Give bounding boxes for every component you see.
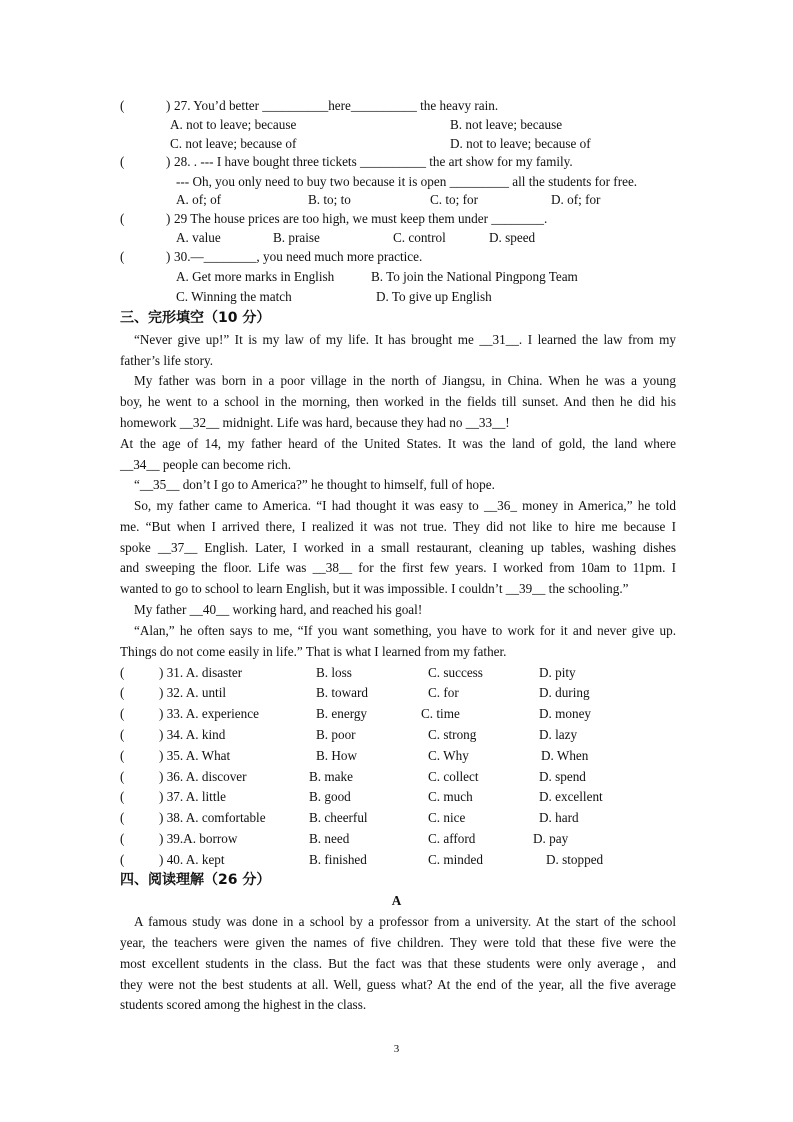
option-a: ) 37. A. little (159, 789, 227, 804)
passage-line: At the age of 14, my father heard of the United States. It was the land of gold, the land where (120, 436, 676, 451)
option-d: D. excellent (539, 789, 603, 804)
option-c: C. nice (428, 810, 466, 825)
option-c: C. much (428, 789, 473, 804)
option-d: D. of; for (551, 192, 601, 207)
option-b: B. toward (316, 685, 369, 700)
option-b: B. good (309, 789, 351, 804)
section-heading-reading: 四、阅读理解（26 分） (120, 872, 271, 888)
option-d: D. hard (539, 810, 579, 825)
answer-paren-open: ( (120, 727, 125, 742)
option-c: C. strong (428, 727, 477, 742)
option-c: C. for (428, 685, 459, 700)
option-b: B. praise (273, 230, 320, 245)
option-d: D. during (539, 685, 590, 700)
option-d: D. spend (539, 769, 586, 784)
option-a: ) 31. A. disaster (159, 665, 243, 680)
answer-paren-open: ( (120, 831, 125, 846)
option-a: ) 36. A. discover (159, 769, 247, 784)
option-c: C. Why (428, 748, 469, 763)
option-d: D. pity (539, 665, 576, 680)
passage-line: spoke __37__ English. Later, I worked in a small restaurant, cleaning up tables, washing dishes (120, 540, 676, 555)
section-heading-cloze: 三、完形填空（10 分） (120, 310, 271, 326)
option-b: B. cheerful (309, 810, 368, 825)
option-a: A. value (176, 230, 221, 245)
option-d: D. To give up English (376, 289, 492, 304)
question-stem: 29 The house prices are too high, we must keep them under ________. (174, 211, 548, 226)
option-a: ) 38. A. comfortable (159, 810, 266, 825)
option-c: C. to; for (430, 192, 478, 207)
passage-line: Things do not come easily in life.” That is what I learned from my father. (120, 644, 507, 659)
answer-paren-open: ( (120, 789, 125, 804)
question-stem: 28. . --- I have bought three tickets __________ the art show for my family. (174, 154, 573, 169)
option-c: C. minded (428, 852, 483, 867)
option-a: ) 39.A. borrow (159, 831, 238, 846)
question-stem: 27. You’d better __________here__________ the heavy rain. (174, 98, 499, 113)
answer-paren-close: ) (166, 154, 171, 169)
passage-line: “Never give up!” It is my law of my life. It has brought me __31__. I learned the law from my (134, 332, 676, 347)
passage-line: father’s life story. (120, 353, 214, 368)
passage-line: year, the teachers were given the names of five children. They were told that these five were the (120, 935, 676, 950)
answer-paren-close: ) (166, 98, 171, 113)
option-b: B. finished (309, 852, 367, 867)
passage-line: wanted to go to school to learn English, but it was impossible. I couldn’t __39__ the schooling.” (120, 581, 629, 596)
question-stem-reply: --- Oh, you only need to buy two because it is open _________ all the students for free. (176, 174, 638, 189)
answer-paren-close: ) (166, 249, 171, 264)
option-a: A. Get more marks in English (176, 269, 335, 284)
answer-paren-open: ( (120, 810, 125, 825)
passage-line: My father __40__ working hard, and reached his goal! (134, 602, 423, 617)
passage-line: students scored among the highest in the class. (120, 997, 367, 1012)
option-c: C. collect (428, 769, 479, 784)
passage-line: So, my father came to America. “I had thought it was easy to __36_ money in America,” he told (134, 498, 676, 513)
answer-paren-open: ( (120, 665, 125, 680)
option-d: D. When (541, 748, 589, 763)
option-d: D. lazy (539, 727, 578, 742)
passage-line: __34__ people can become rich. (120, 457, 292, 472)
option-d: D. stopped (546, 852, 604, 867)
page-number: 3 (393, 1043, 400, 1055)
answer-paren-open: ( (120, 211, 125, 226)
answer-paren-open: ( (120, 852, 125, 867)
option-d: D. pay (533, 831, 569, 846)
answer-paren-open: ( (120, 706, 125, 721)
answer-paren-open: ( (120, 685, 125, 700)
option-b: B. How (316, 748, 358, 763)
passage-line: “__35__ don’t I go to America?” he thought to himself, full of hope. (134, 477, 495, 492)
answer-paren-open: ( (120, 769, 125, 784)
option-b: B. To join the National Pingpong Team (371, 269, 578, 284)
option-a: A. not to leave; because (170, 117, 297, 132)
option-b: B. loss (316, 665, 352, 680)
answer-paren-open: ( (120, 154, 125, 169)
answer-paren-open: ( (120, 748, 125, 763)
answer-paren-open: ( (120, 98, 125, 113)
passage-line: “Alan,” he often says to me, “If you want something, you have to work for it and never give up. (134, 623, 676, 638)
option-d: D. speed (489, 230, 536, 245)
option-b: B. energy (316, 706, 368, 721)
option-c: C. afford (428, 831, 476, 846)
option-b: B. poor (316, 727, 356, 742)
option-a: ) 34. A. kind (159, 727, 226, 742)
option-c: C. control (393, 230, 446, 245)
option-a: ) 35. A. What (159, 748, 231, 763)
option-b: B. to; to (308, 192, 351, 207)
option-d: D. not to leave; because of (450, 136, 591, 151)
passage-line: they were not the best students at all. Well, guess what? At the end of the year, all the five average (120, 977, 676, 992)
passage-line: me. “But when I arrived there, I realized it was not true. They did not like to hire me because I (120, 519, 676, 534)
passage-line: A famous study was done in a school by a professor from a university. At the start of the school (134, 914, 676, 929)
option-b: B. need (309, 831, 350, 846)
option-c: C. success (428, 665, 483, 680)
option-b: B. not leave; because (450, 117, 563, 132)
passage-line: boy, he went to a school in the morning, then worked in the fields till sunset. And then he did his (120, 394, 676, 409)
option-b: B. make (309, 769, 353, 784)
option-a: A. of; of (176, 192, 222, 207)
passage-line: most excellent students in the class. But the fact was that these students were only average，and (120, 956, 676, 971)
passage-line: My father was born in a poor village in the north of Jiangsu, in China. When he was a young (134, 373, 676, 388)
question-stem: 30.—________, you need much more practice. (174, 249, 423, 264)
passage-line: and sweeping the floor. Life was __38__ for the first few years. I worked from 10am to 11pm. I (120, 560, 676, 575)
option-c: C. time (421, 706, 460, 721)
option-d: D. money (539, 706, 592, 721)
passage-line: homework __32__ midnight. Life was hard, because they had no __33__! (120, 415, 510, 430)
answer-paren-close: ) (166, 211, 171, 226)
option-a: ) 32. A. until (159, 685, 227, 700)
passage-title: A (391, 893, 402, 908)
answer-paren-open: ( (120, 249, 125, 264)
option-a: ) 40. A. kept (159, 852, 225, 867)
option-a: ) 33. A. experience (159, 706, 259, 721)
option-c: C. not leave; because of (170, 136, 297, 151)
option-c: C. Winning the match (176, 289, 292, 304)
